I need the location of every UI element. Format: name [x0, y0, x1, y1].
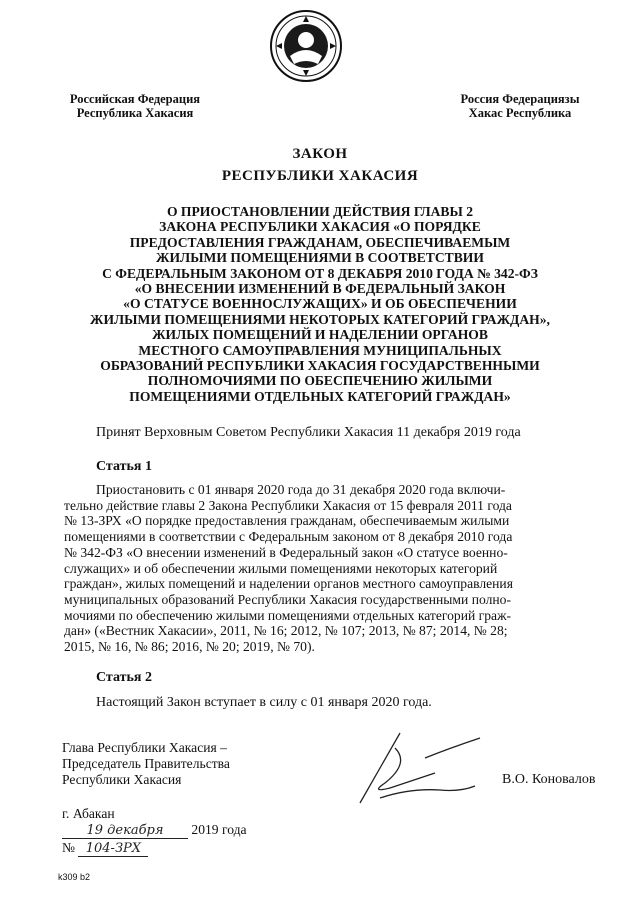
city: г. Абакан — [62, 806, 115, 821]
date-handwritten: 19 декабря — [62, 823, 188, 839]
article-1-line: служащих» и об обеспечении жилыми помещениями некоторых категорий — [64, 560, 498, 576]
signing-date — [62, 822, 247, 839]
date-year: 2019 года — [191, 822, 247, 837]
article-1-line: Приостановить с 01 января 2020 года до 31 декабря 2020 года включи- — [96, 482, 506, 497]
article-1-line: муниципальных образований Республики Хакасия государственными полно- — [64, 591, 511, 607]
adoption-note: Принят Верховным Советом Республики Хакасия 11 декабря 2019 года — [96, 425, 521, 440]
article-1-line: 2015, № 16, № 86; 2016, № 20; 2019, № 70). — [64, 639, 315, 655]
article-2-text: Настоящий Закон вступает в силу с 01 января 2020 года. — [96, 695, 432, 710]
article-1-text — [64, 482, 614, 655]
document-code: k309 b2 — [58, 872, 91, 882]
header-right — [430, 92, 610, 120]
header-left-line2: Республика Хакасия — [76, 106, 194, 120]
article-1-line: помещениями в соответствии с Федеральным законом от 8 декабря 2010 года — [64, 529, 513, 545]
article-1-line: мочиями по обеспечению жилыми помещениями отдельных категорий граж- — [64, 607, 511, 623]
signer-name: В.О. Коновалов — [502, 772, 596, 787]
law-subject: О ПРИОСТАНОВЛЕНИИ ДЕЙСТВИЯ ГЛАВЫ 2 ЗАКОНА РЕСПУБЛИКИ ХАКАСИЯ «О ПОРЯДКЕ ПРЕДОСТАВЛЕНИЯ ГРАЖДАНАМ, ОБЕСПЕЧИВАЕМЫМ ЖИЛЫМИ ПОМЕЩЕНИЯМИ В СООТВЕТСТВИИ С ФЕДЕРАЛЬНЫМ ЗАКОНОМ ОТ 8 ДЕКАБРЯ 2010 ГОДА № 342-ФЗ «О ВНЕСЕНИИ ИЗМЕНЕНИЙ В ФЕДЕРАЛЬНЫЙ ЗАКОН «О СТАТУСЕ ВОЕННОСЛУЖАЩИХ» И ОБ ОБЕСПЕЧЕНИИ ЖИЛЫМИ ПОМЕЩЕНИЯМИ НЕКОТОРЫХ КАТЕГОРИЙ ГРАЖДАН», ЖИЛЫХ ПОМЕЩЕНИЙ И НАДЕЛЕНИИ ОРГАНОВ МЕСТНОГО САМОУПРАВЛЕНИЯ МУНИЦИПАЛЬНЫХ ОБРАЗОВАНИЙ РЕСПУБЛИКИ ХАКАСИЯ ГОСУДАРСТВЕННЫМИ ПОЛНОМОЧИЯМИ ПО ОБЕСПЕЧЕНИЮ ЖИЛЫМИ ПОМЕЩЕНИЯМИ ОТДЕЛЬНЫХ КАТЕГОРИЙ ГРАЖДАН» — [90, 204, 550, 404]
header-left-line1: Российская Федерация — [69, 92, 201, 106]
article-1-line: № 342-ФЗ «О внесении изменений в Федеральный закон «О статусе военно- — [64, 544, 508, 560]
signatory-position: Глава Республики Хакасия – Председатель Правительства Республики Хакасия — [62, 740, 230, 787]
handwritten-signature — [340, 728, 490, 818]
document-type: ЗАКОН — [292, 146, 348, 162]
article-2-heading: Статья 2 — [96, 670, 152, 685]
header-right-line2: Хакас Республика — [468, 106, 572, 120]
coat-of-arms-icon — [268, 8, 344, 84]
article-1-line: граждан», жилых помещений и наделении органов местного самоуправления — [64, 576, 513, 592]
number-prefix: № — [62, 840, 75, 855]
header-right-line1: Россия Федерациязы — [460, 92, 580, 106]
number-handwritten: 104-ЗРХ — [78, 841, 148, 857]
header-left — [40, 92, 230, 120]
document-issuer: РЕСПУБЛИКИ ХАКАСИЯ — [221, 168, 419, 184]
law-number — [62, 840, 148, 857]
article-1-heading: Статья 1 — [96, 459, 152, 474]
article-1-line: тельно действие главы 2 Закона Республики Хакасия от 15 февраля 2011 года — [64, 497, 512, 513]
article-1-line: дан» («Вестник Хакасии», 2011, № 16; 2012, № 107; 2013, № 87; 2014, № 28; — [64, 623, 508, 639]
article-1-line: № 13-ЗРХ «О порядке предоставления гражданам, обеспечиваемым жилыми — [64, 513, 510, 529]
